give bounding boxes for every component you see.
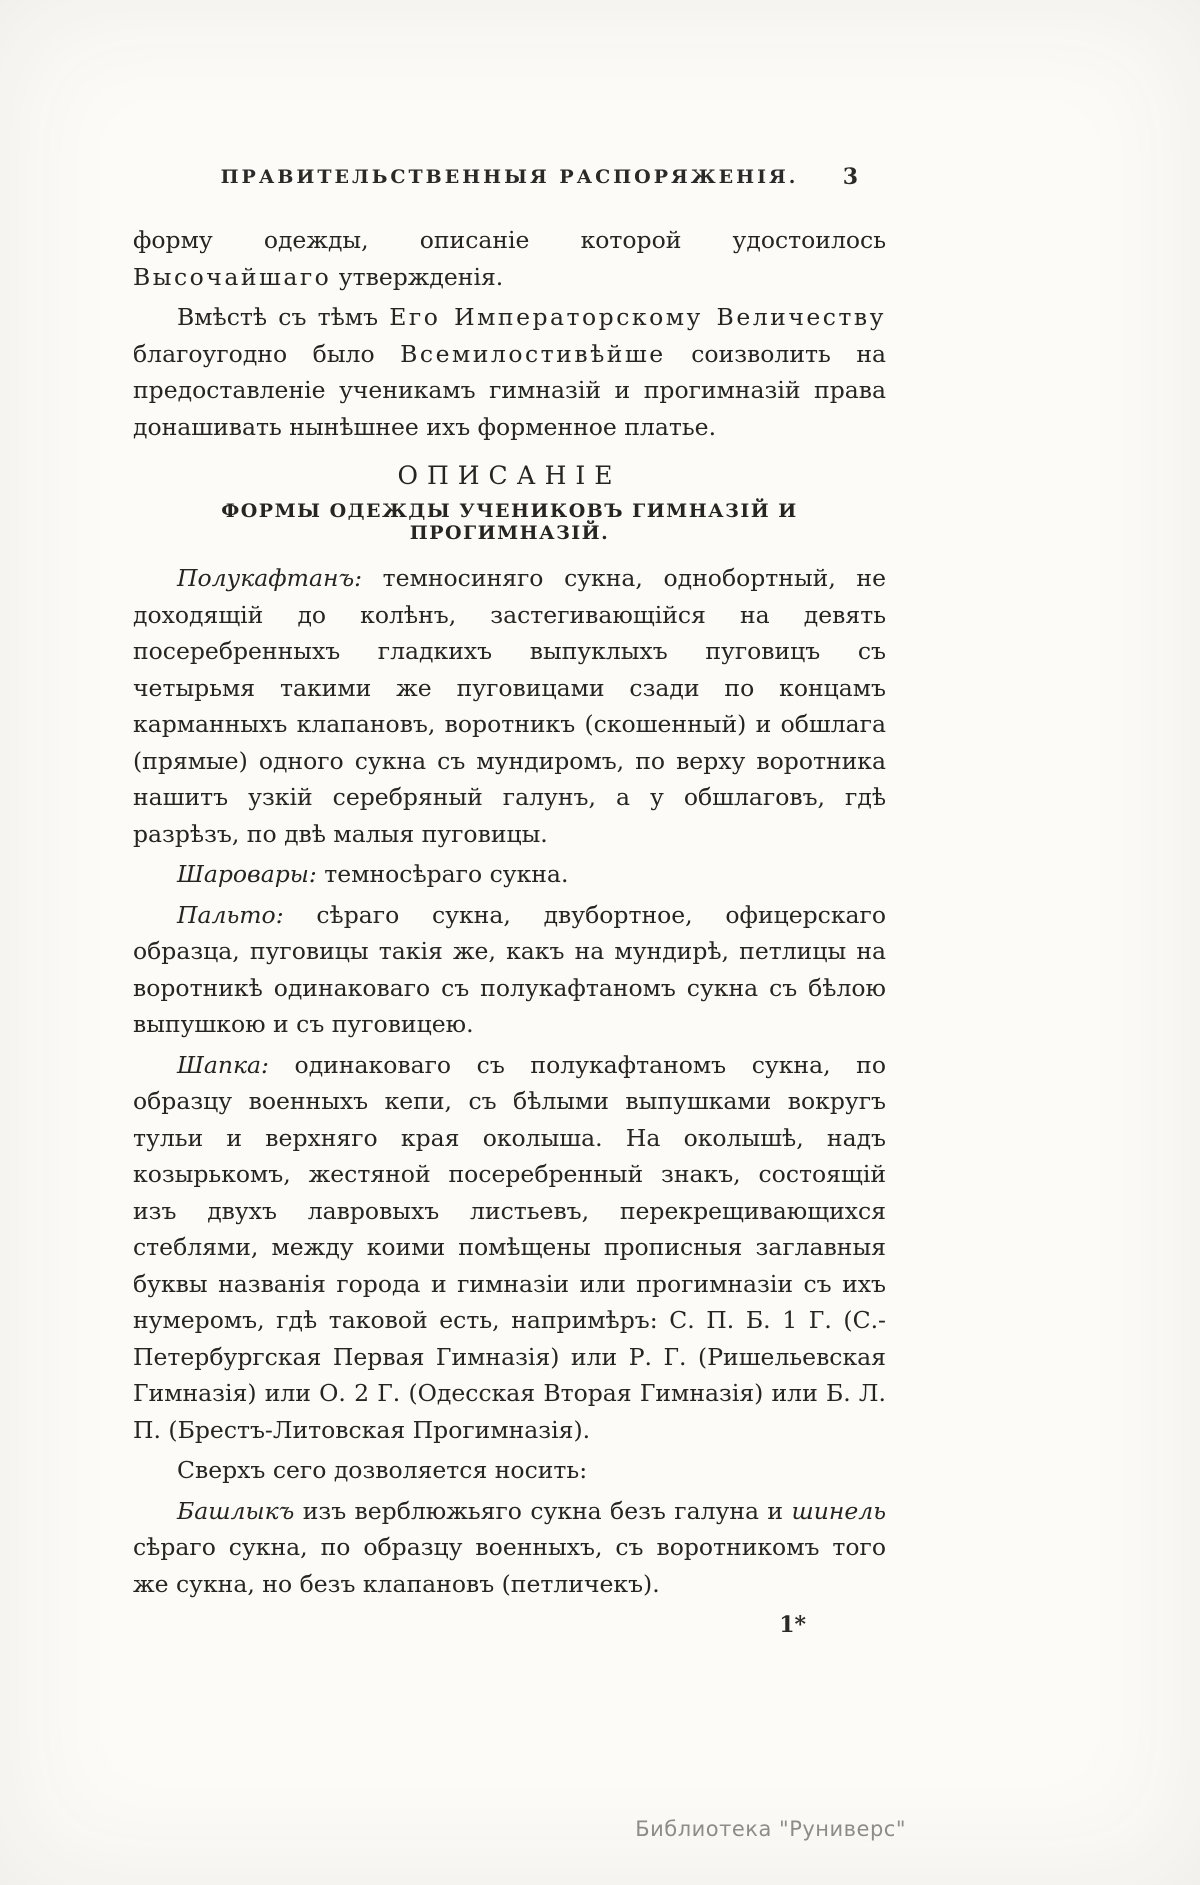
- paragraph: [133, 897, 886, 1043]
- paragraph: [133, 1493, 886, 1603]
- heading: [133, 461, 886, 490]
- text-run: сѣраго сукна, по образцу военныхъ, съ воротникомъ того же сукна, но безъ клапановъ (петличекъ).: [133, 1533, 886, 1598]
- paragraph: [133, 1452, 886, 1489]
- text-run: темносиняго сукна, однобортный, не доходящій до колѣнъ, застегивающійся на девять посеребренныхъ гладкихъ выпуклыхъ пуговицъ съ четырьмя такими же пуговицами сзади по концамъ карманныхъ клапановъ, воротникъ (скошенный) и обшлага (прямые) одного сукна съ мундиромъ, по верху воротника нашитъ узкій серебряный галунъ, а у обшлаговъ, гдѣ разрѣзъ, по двѣ малыя пуговицы.: [133, 564, 886, 848]
- paragraph: [133, 299, 886, 445]
- paragraph: [133, 560, 886, 852]
- page-number: 3: [842, 164, 858, 190]
- text-run: форму одежды, описаніе которой удостоилось: [133, 226, 886, 254]
- subheading: [133, 500, 886, 544]
- page-body: [133, 222, 886, 1602]
- text-run: Полукафтанъ:: [177, 564, 363, 592]
- text-run: Шапка:: [177, 1050, 269, 1079]
- text-run: Пальто:: [177, 900, 284, 929]
- text-run: одинаковаго съ полукафтаномъ сукна, по образцу военныхъ кепи, съ бѣлыми выпушками вокругъ тульи и верхняго края околыша. На околышѣ, надъ козырькомъ, жестяной посеребренный знакъ, состоящій изъ двухъ лавровыхъ листьевъ, перекрещивающихся стеблями, между коими помѣщены прописныя заглавныя буквы названія города и гимназіи или прогимназіи съ ихъ нумеромъ, гдѣ таковой есть, напримѣръ: С. П. Б. 1 Г. (С.-Петербургская Первая Гимназія) или Р. Г. (Ришельевская Гимназія) или О. 2 Г. (Одесская Вторая Гимназія) или Б. Л. П. (Брестъ-Литовская Прогимназія).: [133, 1050, 886, 1444]
- text-run: благоугодно было: [133, 339, 401, 368]
- paragraph: [133, 1047, 886, 1449]
- paragraph: [133, 856, 886, 893]
- text-run: соизволить на предоставленіе ученикамъ гимназій и прогимназій права донашивать нынѣшнее ихъ форменное платье.: [133, 339, 887, 441]
- text-run: утвержденія.: [331, 262, 504, 291]
- text-run: ОПИСАНІЕ: [397, 461, 622, 490]
- text-run: темносѣраго сукна.: [316, 860, 569, 888]
- text-run: Башлыкъ: [177, 1496, 295, 1525]
- running-title: ПРАВИТЕЛЬСТВЕННЫЯ РАСПОРЯЖЕНІЯ.: [220, 166, 799, 188]
- signature-mark: 1*: [779, 1612, 806, 1638]
- text-run: Вмѣстѣ съ тѣмъ: [177, 303, 390, 331]
- text-run: Его Императорскому Величеству: [389, 303, 886, 331]
- text-run: Сверхъ сего дозволяется носить:: [177, 1456, 588, 1484]
- text-run: Всемилостивѣйше: [400, 339, 666, 368]
- text-run: ФОРМЫ ОДЕЖДЫ УЧЕНИКОВЪ ГИМНАЗІЙ И ПРОГИМНАЗІЙ.: [221, 500, 798, 544]
- running-head: [133, 166, 886, 196]
- text-run: изъ верблюжьяго сукна безъ галуна и: [294, 1496, 792, 1525]
- text-block: [133, 166, 886, 1638]
- library-watermark: Библиотека "Руниверс": [635, 1817, 906, 1841]
- paragraph: [133, 222, 886, 295]
- text-run: сѣраго сукна, двубортное, офицерскаго образца, пуговицы такія же, какъ на мундирѣ, петлицы на воротникѣ одинаковаго съ полукафтаномъ сукна съ бѣлою выпушкою и съ пуговицею.: [133, 900, 886, 1038]
- text-run: Шаровары:: [177, 860, 317, 888]
- text-run: Высочайшаго: [133, 262, 332, 291]
- text-run: шинель: [791, 1496, 886, 1525]
